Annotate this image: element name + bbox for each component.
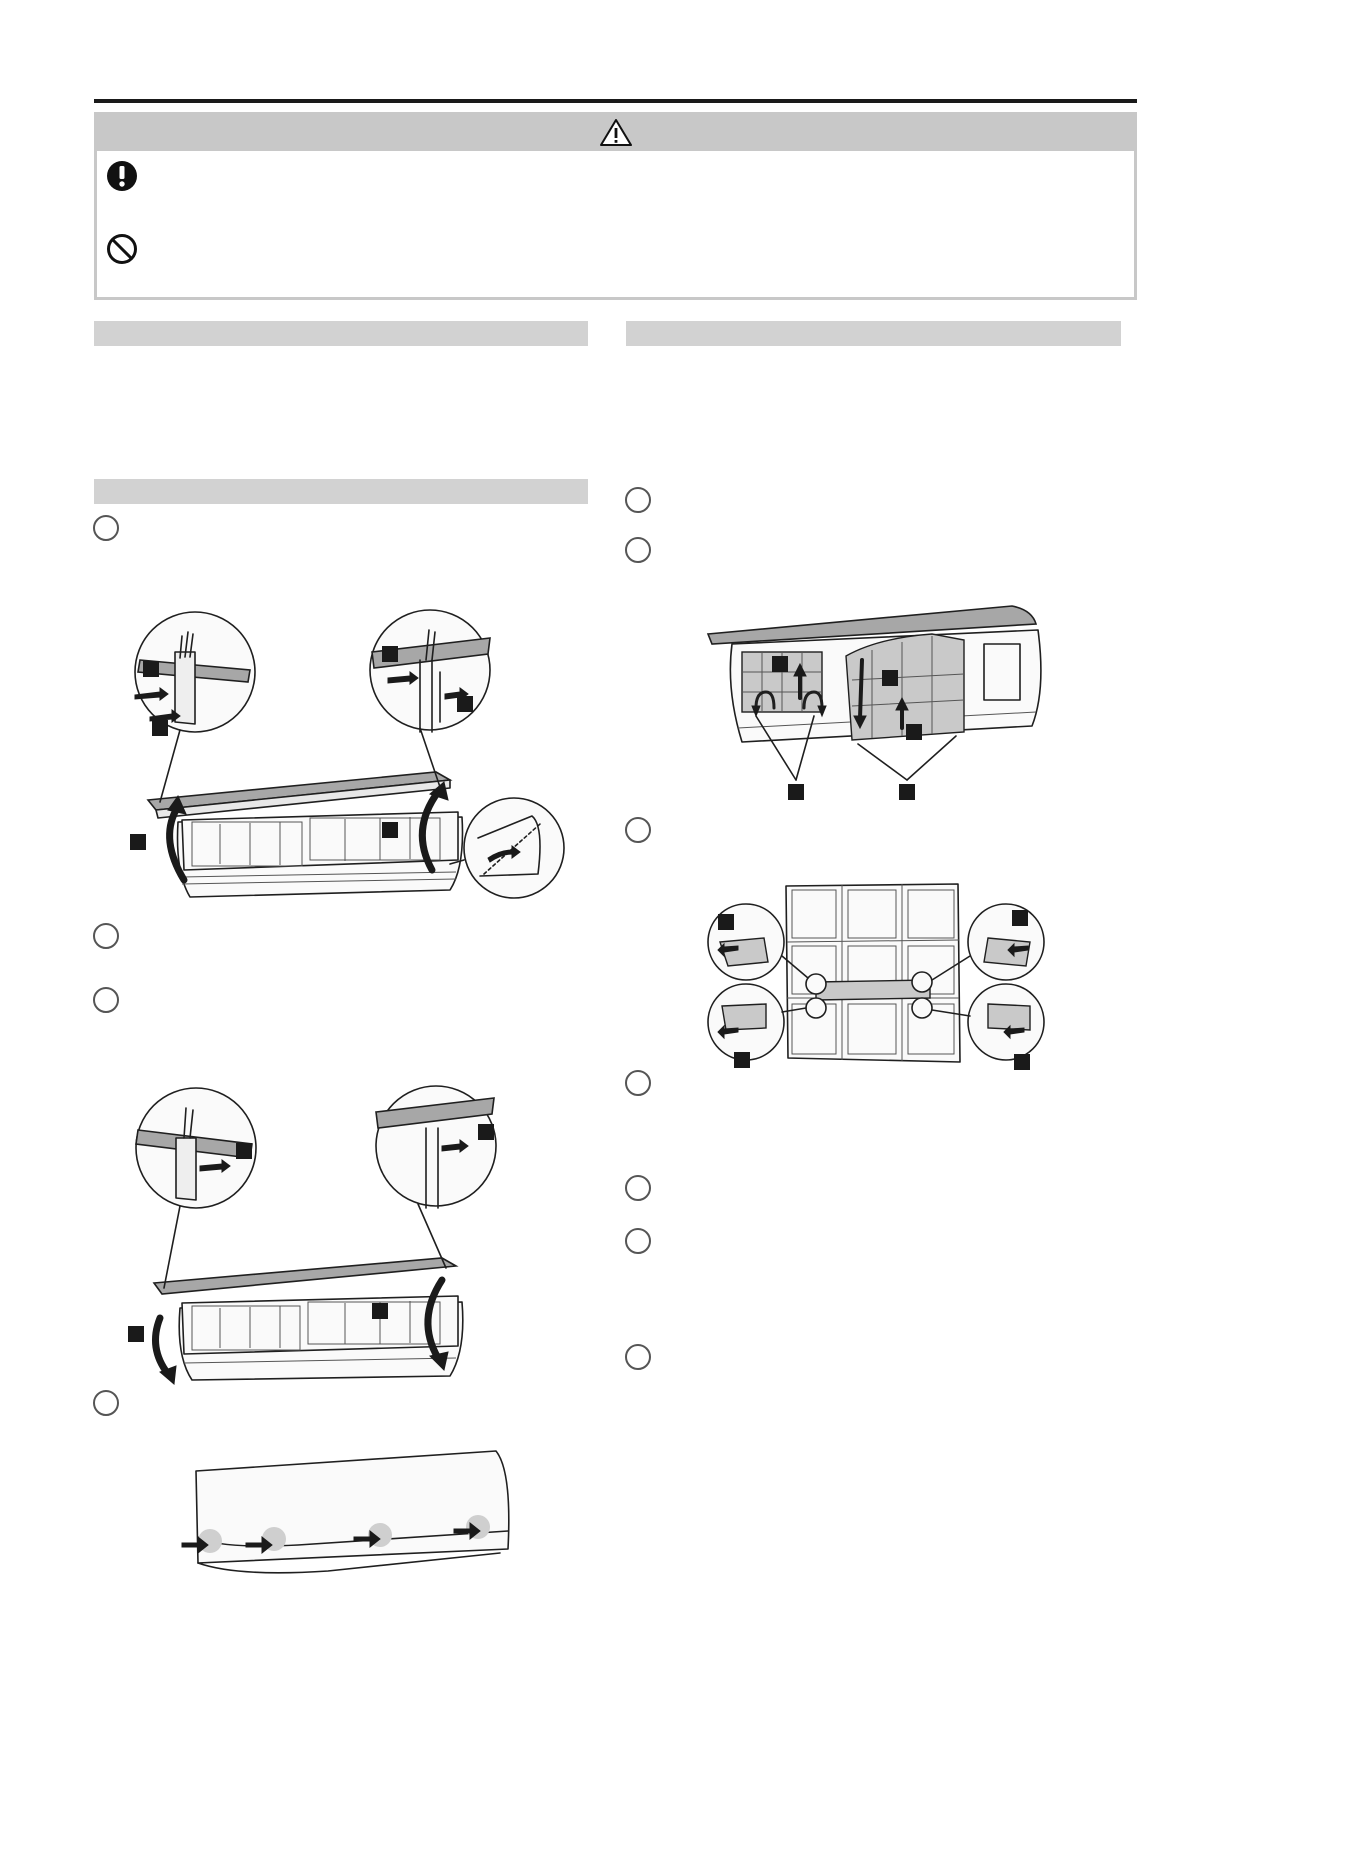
left-step-4-marker	[93, 1390, 119, 1416]
right-section-header-bar	[626, 321, 1121, 346]
mandatory-exclamation-icon	[105, 159, 139, 193]
prohibition-icon	[105, 232, 139, 266]
warning-triangle-icon	[599, 118, 633, 148]
top-rule	[94, 99, 1137, 103]
left-step-1-marker	[93, 515, 119, 541]
remove-air-filter-figure	[702, 600, 1062, 805]
right-step-5-marker	[625, 1175, 651, 1201]
left-section-header-bar	[94, 321, 588, 346]
left-step-2-marker	[93, 923, 119, 949]
right-step-2-marker	[625, 537, 651, 563]
right-step-1-marker	[625, 487, 651, 513]
left-subsection-header-bar	[94, 479, 588, 504]
left-step-3-marker	[93, 987, 119, 1013]
right-step-3-marker	[625, 817, 651, 843]
open-intake-grille-figure	[120, 612, 570, 912]
filter-holder-figure	[708, 882, 1048, 1080]
right-step-4-marker	[625, 1070, 651, 1096]
right-step-7-marker	[625, 1344, 651, 1370]
caution-box	[94, 112, 1137, 300]
close-intake-grille-figure	[120, 1088, 570, 1388]
right-step-6-marker	[625, 1228, 651, 1254]
press-front-panel-figure	[178, 1431, 518, 1576]
